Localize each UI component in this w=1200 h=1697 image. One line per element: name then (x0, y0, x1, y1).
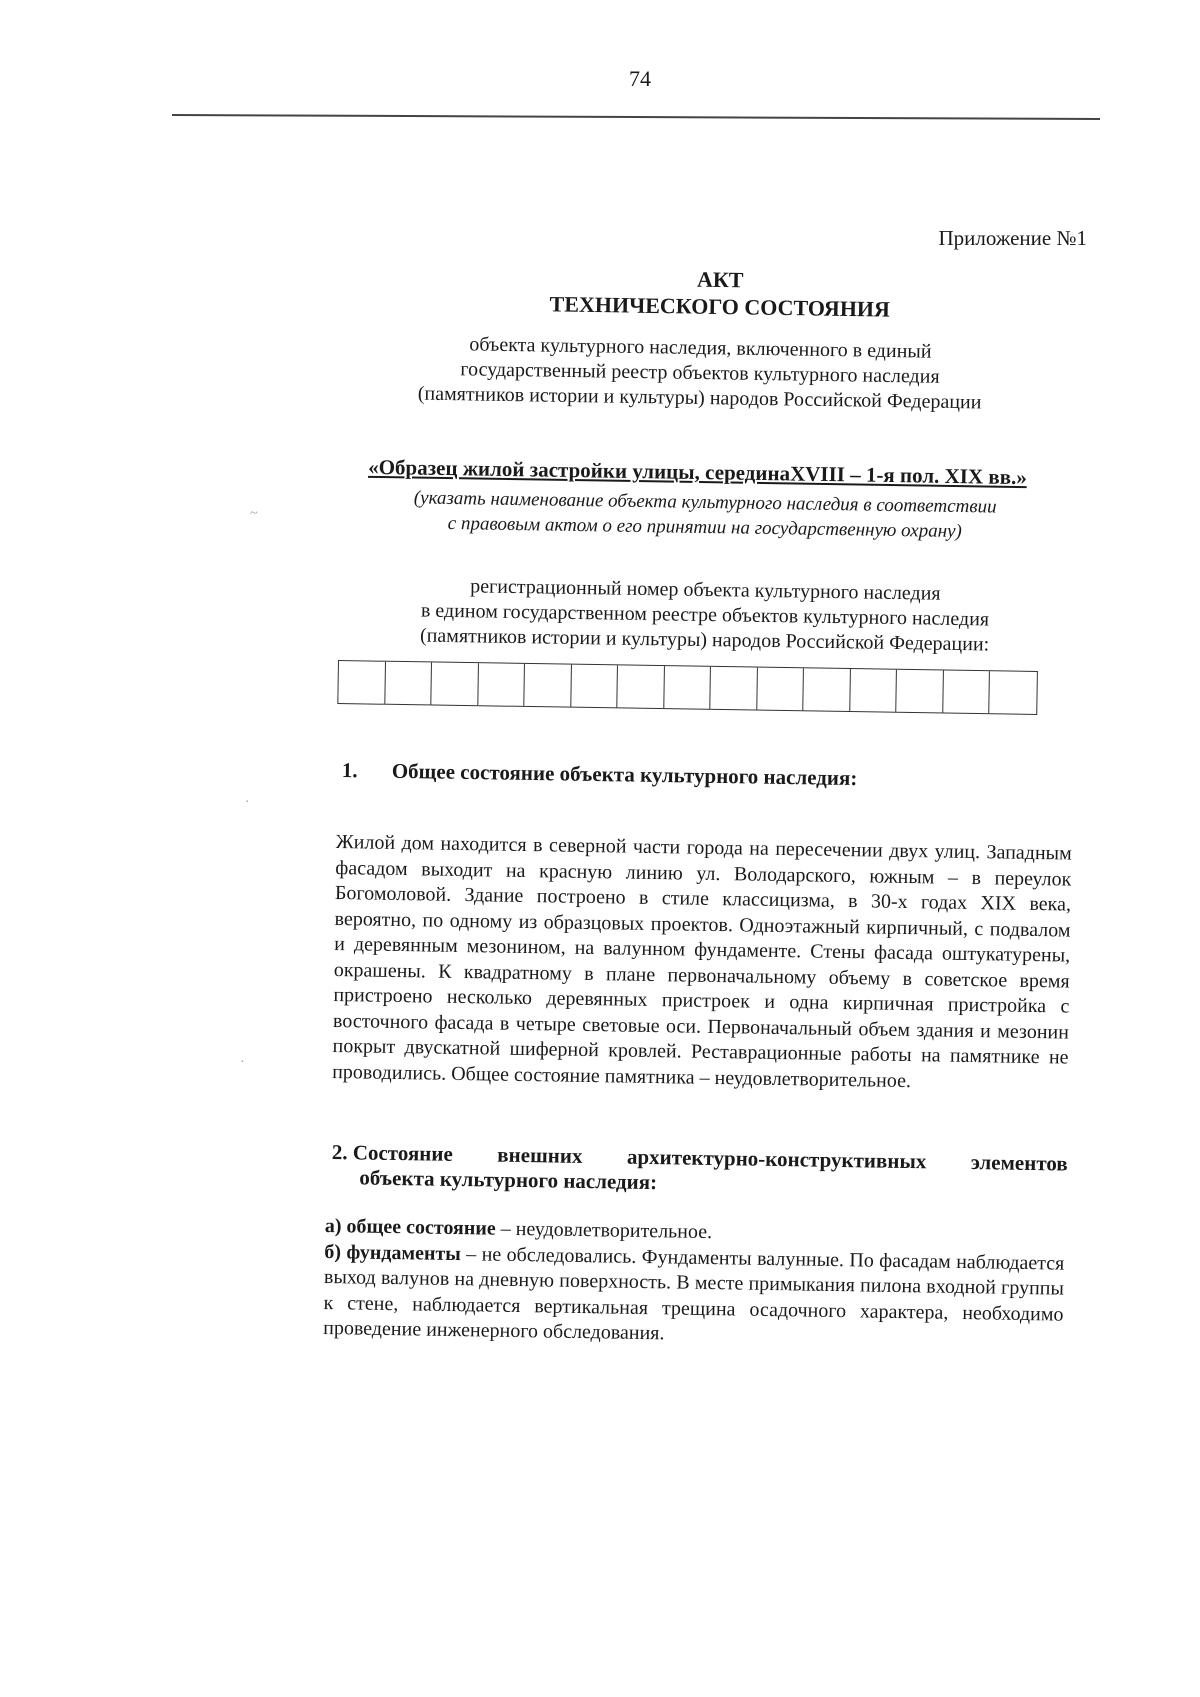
section-1-body: Жилой дом находится в северной части города на пересечении двух улиц. Западным фасадом выходит на красную линию ул. Володарского, южным – в переулок Богомоловой. Здание построено в стиле классицизма, в 30-х годах XIX века, вероятно, по одному из образцовых проектов. Одноэтажный кирпичный, с подвалом и деревянным мезонином, на валунном фундаменте. Стены фасада оштукатурены, окрашены. К квадратному в плане первоначальному объему в советское время пристроено несколько деревянных пристроек и одна кирпичная пристройка с восточного фасада в четыре световые оси. Первоначальный объем здания и мезонин покрыт двускатной шиферной кровлей. Реставрационные работы на памятнике не проводились. Общее состояние памятника – неудовлетворительное. (332, 830, 1072, 1092)
intro-line-3: (памятников истории и культуры) народов Российской Федерации (417, 382, 982, 414)
section-2-word-3: архитектурно-конструктивных (626, 1144, 927, 1174)
section-1-heading (342, 758, 942, 792)
item-a-text: – неудовлетворительное. (495, 1217, 713, 1244)
header-rule (172, 114, 1100, 120)
registration-number-boxes (337, 660, 1037, 715)
document-title (500, 263, 941, 324)
section-2-number: 2. (331, 1140, 348, 1165)
section-2-word-1: Состояние (352, 1140, 454, 1166)
registration-number-box (943, 671, 990, 714)
item-a-label: а) общее состояние (324, 1214, 496, 1240)
registration-number-box (757, 668, 804, 711)
appendix-label: Приложение №1 (938, 226, 1087, 250)
registration-number-box (989, 671, 1036, 714)
registration-number-box (338, 661, 385, 704)
section-2-heading-line-2: объекта культурного наследия: (359, 1165, 658, 1195)
registration-number-box (850, 669, 897, 712)
section-2-items (323, 1214, 1065, 1353)
intro-line-2: государственный реестр объектов культурного наследия (460, 358, 940, 388)
item-b-label: б) фундаменты (324, 1240, 462, 1265)
scan-speck: · (240, 1055, 245, 1070)
section-2-word-2: внешних (497, 1142, 583, 1168)
registration-number-box (803, 668, 850, 711)
registration-number-box (896, 670, 943, 713)
object-name: «Образец жилой застройки улицы, серединаXVIII – 1-я пол. XIX вв.» (368, 454, 1027, 490)
intro-text (359, 331, 1040, 417)
registration-number-box (710, 667, 757, 710)
intro-line-1: объекта культурного наследия, включенного в единый (469, 333, 932, 363)
registration-number-box (524, 664, 571, 707)
registration-line-1: регистрационный номер объекта культурного наследия (470, 575, 941, 605)
item-b-text: – не обследовались. Фундаменты валунные. По фасадам наблюдается выход валунов на дневную поверхность. В месте примыкания пилона входной группы к стене, наблюдается вертикальная трещина осадочного характера, необходимо проведение инженерного обследования. (323, 1242, 1065, 1345)
scan-speck: ~ (250, 506, 258, 521)
section-2-word-4: элементов (970, 1150, 1068, 1176)
scan-speck: · (245, 795, 250, 810)
registration-caption (354, 573, 1055, 659)
section-1-number: 1. (341, 758, 358, 783)
registration-line-2: в едином государственном реестре объектов культурного наследия (420, 599, 990, 631)
registration-line-3: (памятников истории и культуры) народов Российской Федерации: (419, 624, 990, 656)
registration-number-box (385, 662, 432, 705)
section-1-title: Общее состояние объекта культурного наследия: (391, 758, 858, 791)
hint-line-2: с правовым актом о его принятии на государственную охрану) (447, 512, 963, 543)
object-name-hint (355, 485, 1056, 546)
title-line-1: АКТ (696, 266, 744, 293)
section-2-number-word (332, 1140, 453, 1167)
title-line-2: ТЕХНИЧЕСКОГО СОСТОЯНИЯ (549, 291, 891, 322)
registration-number-box (664, 666, 711, 709)
registration-number-box (431, 662, 478, 705)
section-2-heading (331, 1140, 1068, 1202)
page-number: 74 (629, 66, 651, 91)
registration-number-box (571, 665, 618, 708)
item-b (323, 1239, 1065, 1353)
registration-number-box (478, 663, 525, 706)
registration-number-box (617, 665, 664, 708)
hint-line-1: (указать наименование объекта культурного наследия в соответствии (413, 487, 997, 518)
